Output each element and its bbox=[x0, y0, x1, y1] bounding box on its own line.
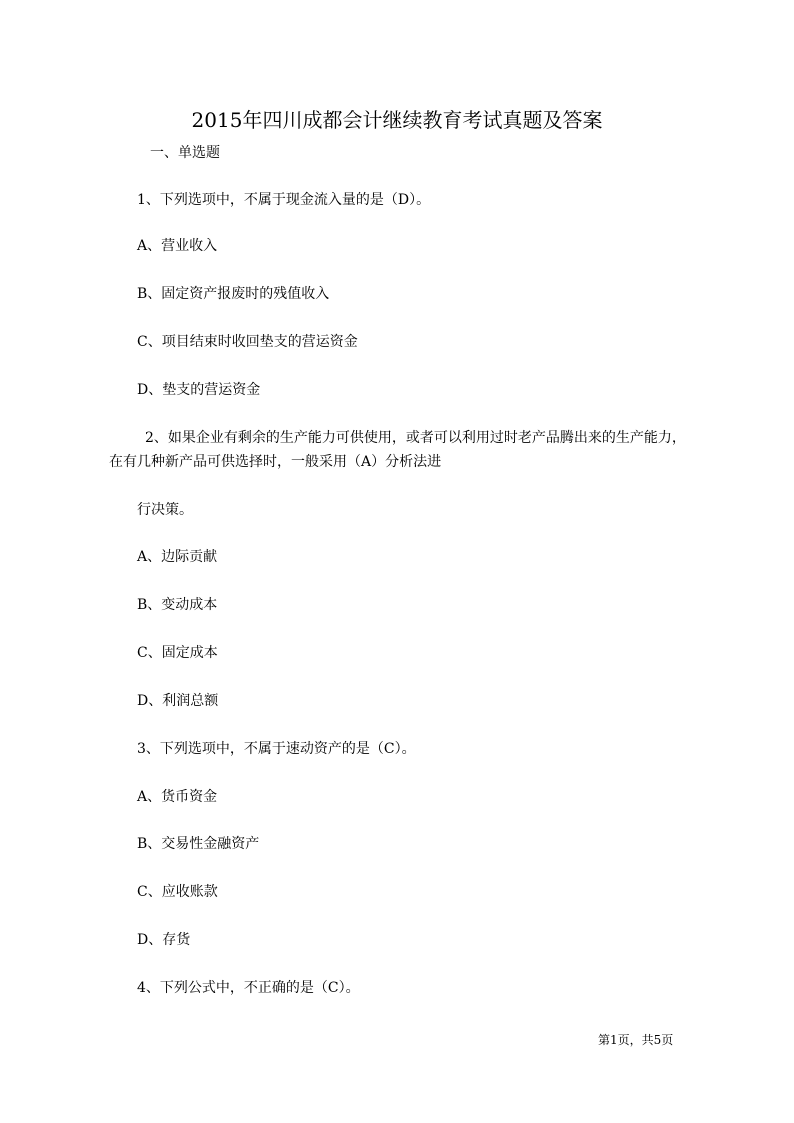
question-4-stem: 4、下列公式中，不正确的是（C）。 bbox=[137, 980, 360, 996]
document-title: 2015年四川成都会计继续教育考试真题及答案 bbox=[191, 108, 603, 132]
question-2-option-c: C、固定成本 bbox=[137, 645, 218, 661]
question-1-stem: 1、下列选项中，不属于现金流入量的是（D）。 bbox=[137, 192, 431, 208]
question-1-option-c: C、项目结束时收回垫支的营运资金 bbox=[137, 334, 358, 350]
question-3-stem: 3、下列选项中，不属于速动资产的是（C）。 bbox=[137, 741, 416, 757]
question-1-option-b: B、固定资产报废时的残值收入 bbox=[137, 286, 330, 302]
question-2-option-b: B、变动成本 bbox=[137, 597, 218, 613]
page-number-footer: 第1页，共5页 bbox=[598, 1033, 674, 1047]
question-2-stem-line-3: 行决策。 bbox=[137, 502, 193, 518]
question-3-option-b: B、交易性金融资产 bbox=[137, 836, 260, 852]
question-3-option-d: D、存货 bbox=[137, 932, 191, 948]
question-1-option-d: D、垫支的营运资金 bbox=[137, 382, 261, 398]
section-heading: 一、单选题 bbox=[150, 145, 220, 161]
question-2-option-d: D、利润总额 bbox=[137, 693, 219, 709]
question-3-option-c: C、应收账款 bbox=[137, 884, 218, 900]
question-3-option-a: A、货币资金 bbox=[137, 789, 218, 805]
question-2-stem-line-1: 2、如果企业有剩余的生产能力可供使用，或者可以利用过时老产品腾出来的生产能力， bbox=[145, 430, 686, 446]
question-2-option-a: A、边际贡献 bbox=[137, 549, 218, 565]
question-2-stem-line-2: 在有几种新产品可供选择时，一般采用（A）分析法进 bbox=[109, 454, 442, 470]
question-1-option-a: A、营业收入 bbox=[137, 238, 218, 254]
